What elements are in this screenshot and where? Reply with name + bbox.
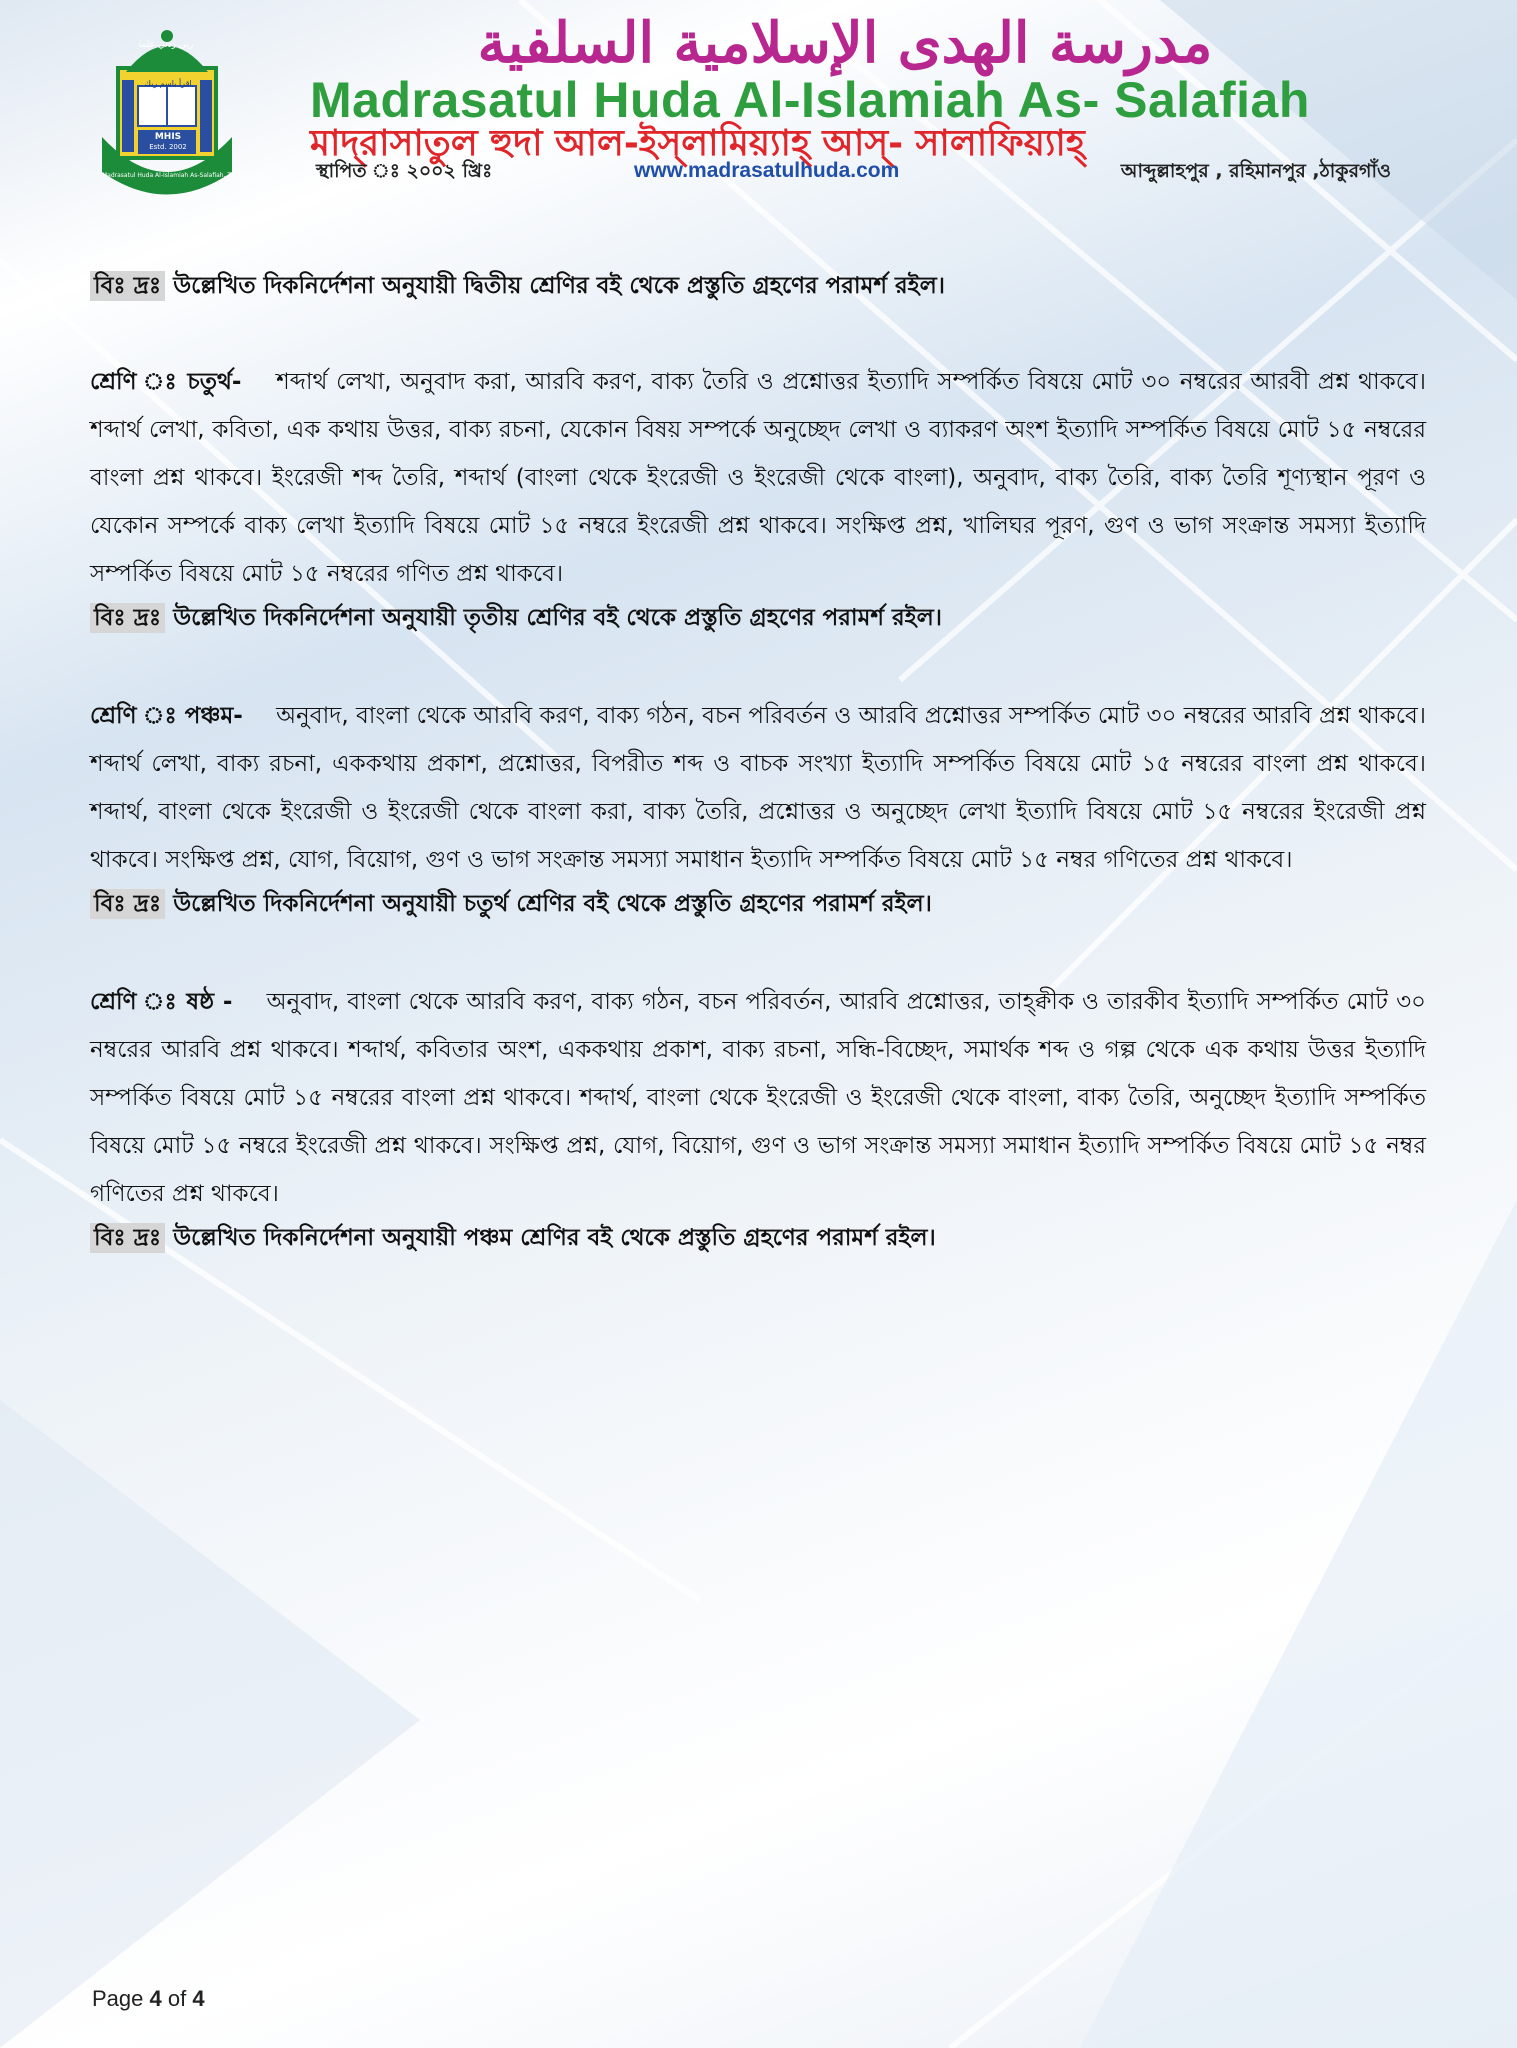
note-second-class	[90, 266, 1426, 306]
total-pages: 4	[192, 1986, 205, 2011]
page-word: Page	[92, 1986, 144, 2011]
section-label: শ্রেণি ঃ চতুর্থ-	[90, 369, 242, 395]
of-word: of	[167, 1986, 187, 2011]
website-link[interactable]: www.madrasatulhuda.com	[634, 159, 900, 182]
logo-abbr: MHIS	[154, 132, 182, 142]
section-text: অনুবাদ, বাংলা থেকে আরবি করণ, বাক্য গঠন, বচন পরিবর্তন ও আরবি প্রশ্নোত্তর সম্পর্কিত মোট ৩০ নম্বরের আরবি প্রশ্ন থাকবে। শব্দার্থ লেখা, বাক্য রচনা, এককথায় প্রকাশ, প্রশ্নোত্তর, বিপরীত শব্দ ও বাচক সংখ্যা ইত্যাদি সম্পর্কিত বিষয়ে মোট ১৫ নম্বরের বাংলা প্রশ্ন থাকবে। শব্দার্থ, বাংলা থেকে ইংরেজী ও ইংরেজী থেকে বাংলা করা, বাক্য তৈরি, প্রশ্নোত্তর ও অনুচ্ছেদ লেখা ইত্যাদি বিষয়ে মোট ১৫ নম্বরের ইংরেজী প্রশ্ন থাকবে। সংক্ষিপ্ত প্রশ্ন, যোগ, বিয়োগ, গুণ ও ভাগ সংক্রান্ত সমস্যা সমাধান ইত্যাদি সম্পর্কিত বিষয়ে মোট ১৫ নম্বর গণিতের প্রশ্ন থাকবে।	[90, 703, 1427, 873]
logo-arabic-motto: ربي زدني علما	[138, 40, 194, 50]
note-label: বিঃ দ্রঃ	[90, 603, 165, 633]
english-title: Madrasatul Huda Al-Islamiah As- Salafiah	[310, 72, 1310, 128]
note-text: উল্লেখিত দিকনির্দেশনা অনুযায়ী চতুর্থ শ্রেণির বই থেকে প্রস্তুতি গ্রহণের পরামর্শ রইল।	[173, 891, 932, 917]
arabic-title: مدرسة الهدى الإسلامية السلفية	[477, 10, 1213, 76]
logo-book-text: اقرأ باسم ربك	[144, 79, 192, 88]
logo-ribbon-text: Madrasatul Huda Al-Islamiah As-Salafiah, Thakurgaon	[102, 172, 263, 179]
established-date: স্থাপিত ঃ ২০০২ খ্রিঃ	[316, 160, 493, 182]
address: আব্দুল্লাহপুর , রহিমানপুর ,ঠাকুরগাঁও	[1120, 160, 1391, 182]
section-text: শব্দার্থ লেখা, অনুবাদ করা, আরবি করণ, বাক্য তৈরি ও প্রশ্নোত্তর ইত্যাদি সম্পর্কিত বিষয়ে মোট ৩০ নম্বরের আরবী প্রশ্ন থাকবে। শব্দার্থ লেখা, কবিতা, এক কথায় উত্তর, বাক্য রচনা, যেকোন বিষয় সম্পর্কে অনুচ্ছেদ লেখা ও ব্যাকরণ অংশ ইত্যাদি সম্পর্কিত বিষয়ে মোট ১৫ নম্বরের বাংলা প্রশ্ন থাকবে। ইংরেজী শব্দ তৈরি, শব্দার্থ (বাংলা থেকে ইংরেজী ও ইংরেজী থেকে বাংলা), অনুবাদ, বাক্য তৈরি, বাক্য তৈরি শূণ্যস্থান পূরণ ও যেকোন সম্পর্কে বাক্য লেখা ইত্যাদি বিষয়ে মোট ১৫ নম্বরে ইংরেজী প্রশ্ন থাকবে। সংক্ষিপ্ত প্রশ্ন, খালিঘর পূরণ, গুণ ও ভাগ সংক্রান্ত সমস্যা ইত্যাদি সম্পর্কিত বিষয়ে মোট ১৫ নম্বরের গণিত প্রশ্ন থাকবে।	[90, 369, 1427, 587]
header-subrow	[316, 156, 1391, 186]
section-label: শ্রেণি ঃ পঞ্চম-	[90, 703, 243, 729]
logo-established: Estd. 2002	[149, 143, 187, 151]
page-number	[92, 1986, 205, 2012]
note-label: বিঃ দ্রঃ	[90, 889, 165, 919]
note-third-class	[90, 598, 1426, 638]
note-text: উল্লেখিত দিকনির্দেশনা অনুযায়ী তৃতীয় শ্রেণির বই থেকে প্রস্তুতি গ্রহণের পরামর্শ রইল।	[173, 605, 942, 631]
main-content	[90, 266, 1426, 1258]
note-label: বিঃ দ্রঃ	[90, 1223, 165, 1253]
current-page: 4	[149, 1986, 162, 2011]
section-class-six	[90, 978, 1426, 1218]
section-text: অনুবাদ, বাংলা থেকে আরবি করণ, বাক্য গঠন, বচন পরিবর্তন, আরবি প্রশ্নোত্তর, তাহ্‌ক্বীক ও তারকীব ইত্যাদি সম্পর্কিত মোট ৩০ নম্বরের আরবি প্রশ্ন থাকবে। শব্দার্থ, কবিতার অংশ, এককথায় প্রকাশ, বাক্য রচনা, সন্ধি-বিচ্ছেদ, সমার্থক শব্দ ও গল্প থেকে এক কথায় উত্তর ইত্যাদি সম্পর্কিত বিষয়ে মোট ১৫ নম্বরের বাংলা প্রশ্ন থাকবে। শব্দার্থ, বাংলা থেকে ইংরেজী ও ইংরেজী থেকে বাংলা, বাক্য তৈরি, অনুচ্ছেদ ইত্যাদি সম্পর্কিত বিষয়ে মোট ১৫ নম্বরে ইংরেজী প্রশ্ন থাকবে। সংক্ষিপ্ত প্রশ্ন, যোগ, বিয়োগ, গুণ ও ভাগ সংক্রান্ত সমস্যা সমাধান ইত্যাদি সম্পর্কিত বিষয়ে মোট ১৫ নম্বর গণিতের প্রশ্ন থাকবে।	[90, 989, 1427, 1207]
section-label: শ্রেণি ঃ ষষ্ঠ -	[90, 989, 233, 1015]
bengali-title: মাদ্‌রাসাতুল হুদা আল-ইস্‌লামিয়্যাহ্‌ আস্‌- সালাফিয়্যাহ্‌	[310, 123, 1085, 164]
section-class-five	[90, 692, 1426, 884]
note-fourth-class	[90, 884, 1426, 924]
section-class-four	[90, 358, 1426, 598]
note-label: বিঃ দ্রঃ	[90, 271, 165, 301]
note-text: উল্লেখিত দিকনির্দেশনা অনুযায়ী পঞ্চম শ্রেণির বই থেকে প্রস্তুতি গ্রহণের পরামর্শ রইল।	[173, 1225, 936, 1251]
note-fifth-class	[90, 1218, 1426, 1258]
note-text: উল্লেখিত দিকনির্দেশনা অনুযায়ী দ্বিতীয় শ্রেণির বই থেকে প্রস্তুতি গ্রহণের পরামর্শ রইল।	[173, 273, 945, 299]
